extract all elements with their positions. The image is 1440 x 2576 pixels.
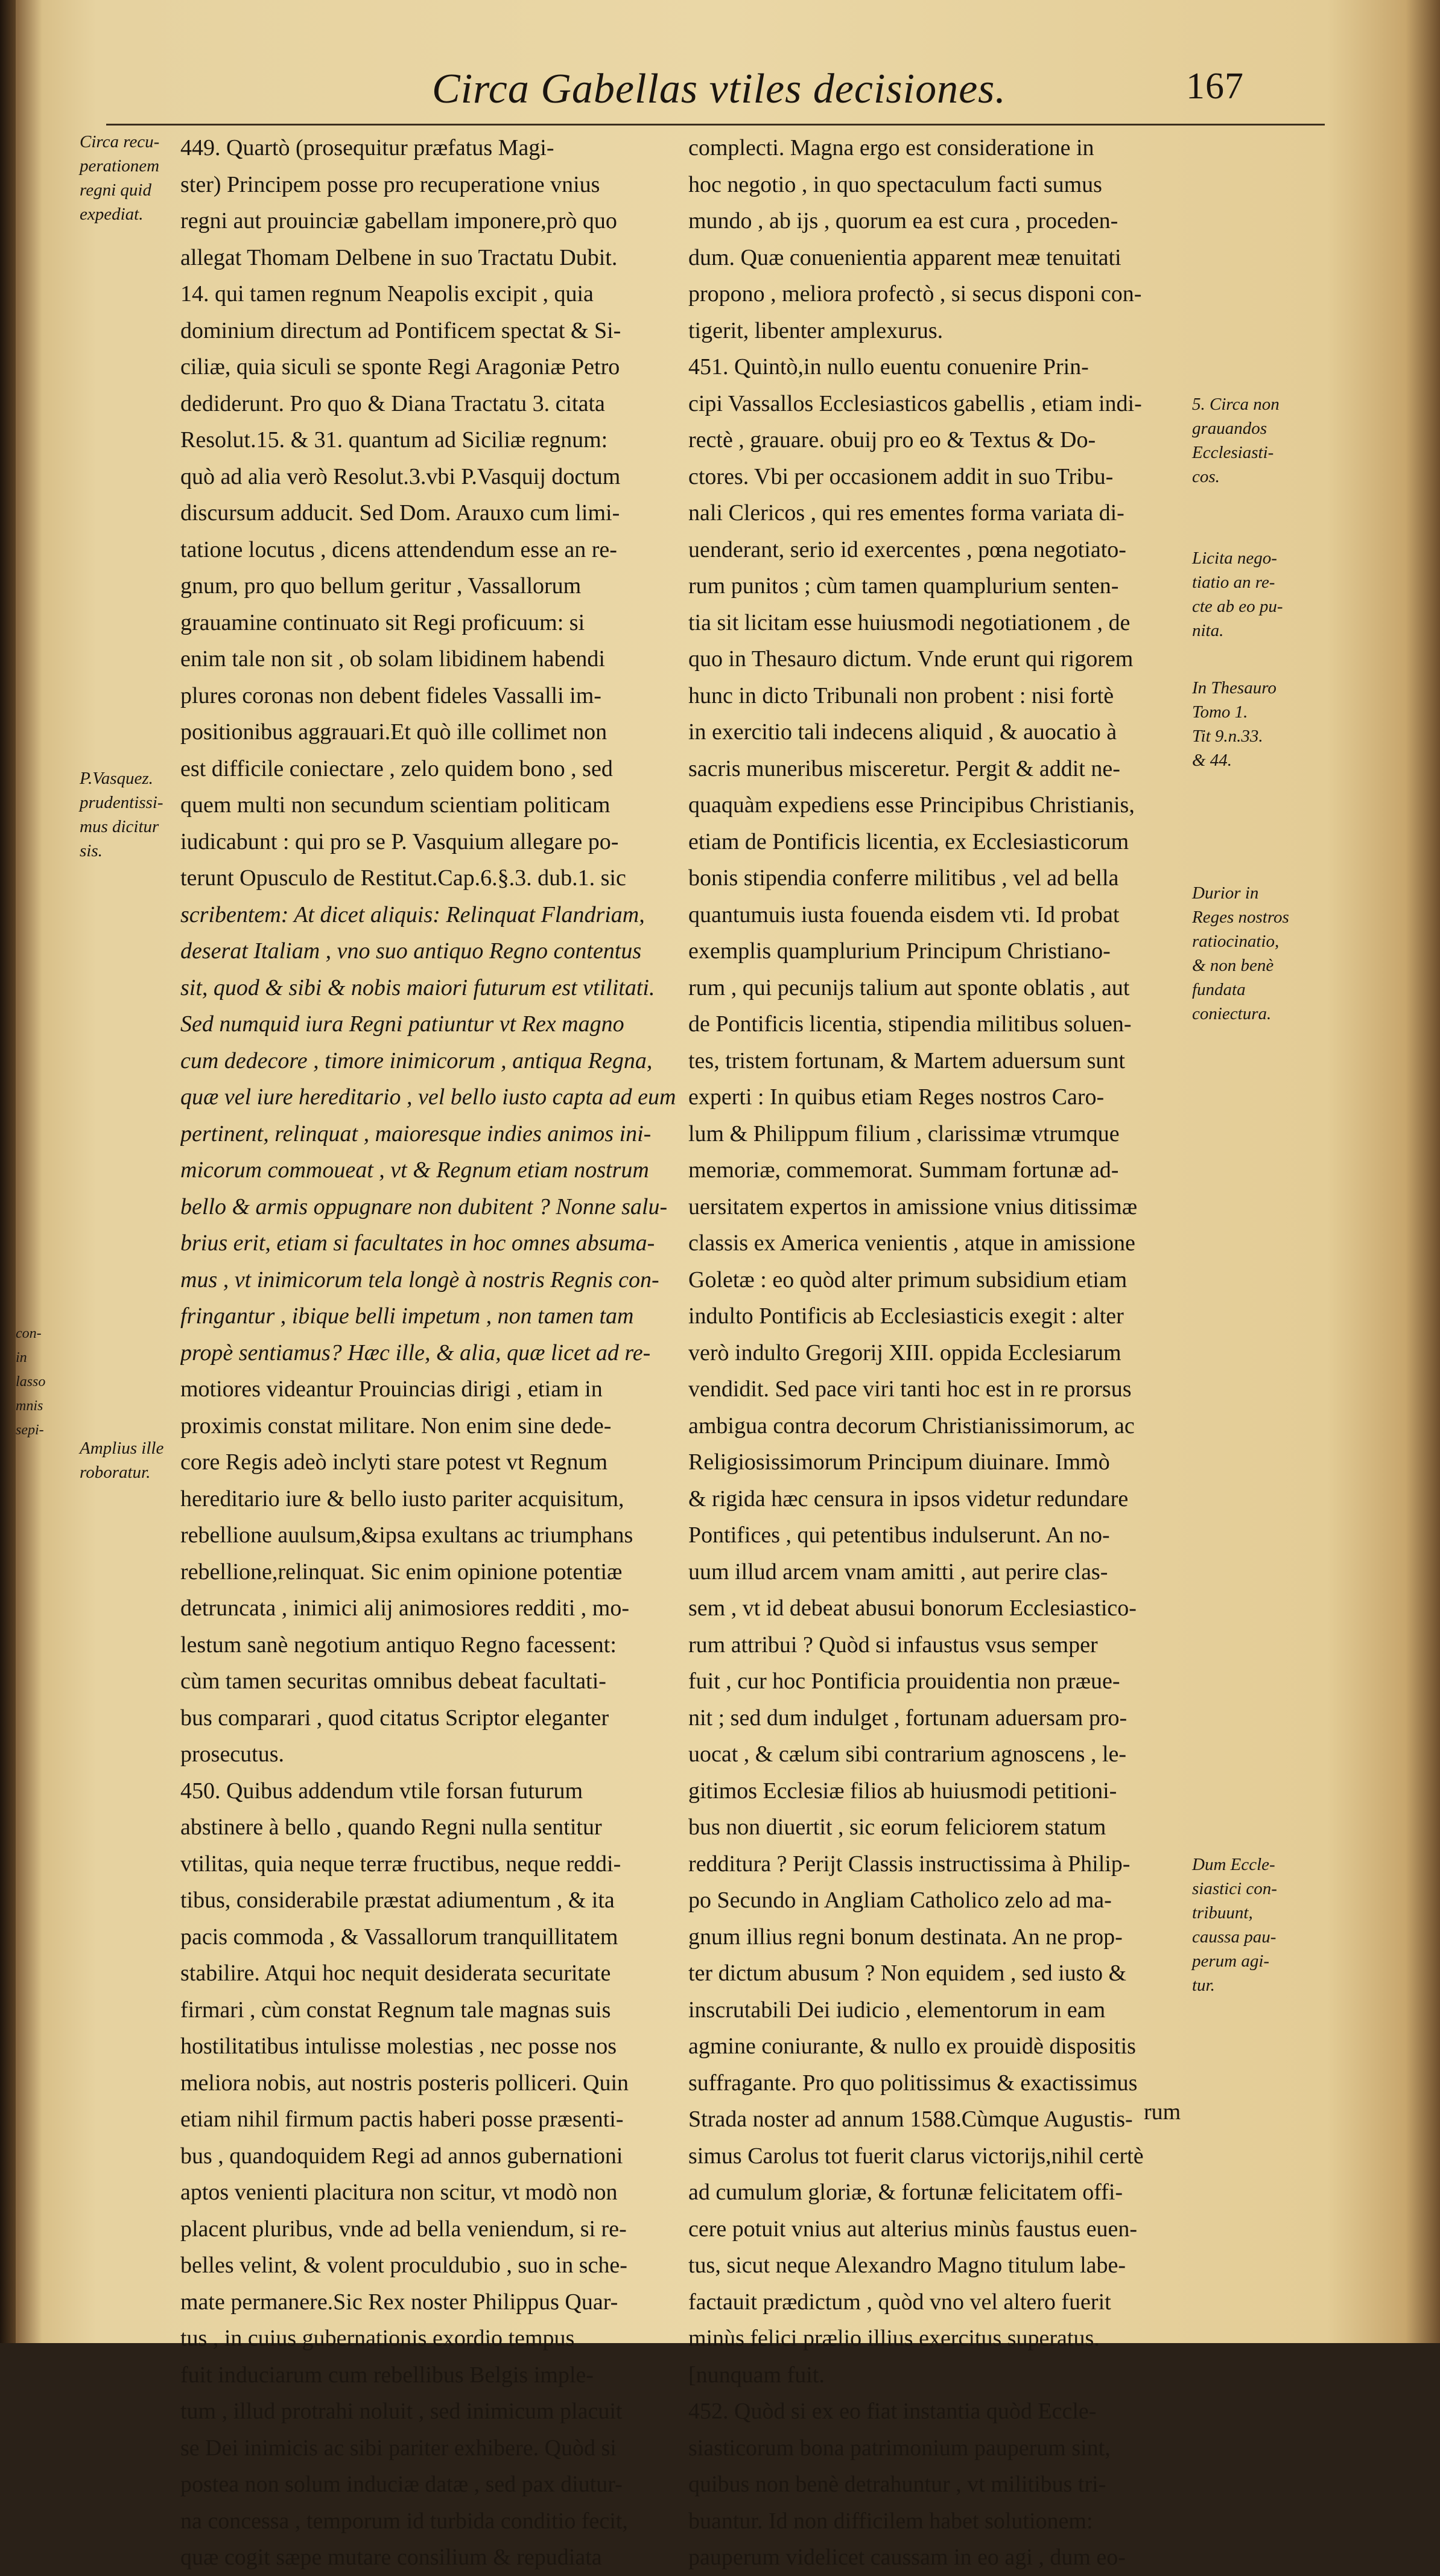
text-line: etiam nihil firmum pactis haberi posse præsenti- <box>180 2107 624 2132</box>
text-line: propono , meliora profectò , si secus disponi con- <box>688 281 1142 307</box>
text-line: po Secundo in Angliam Catholico zelo ad ma- <box>688 1887 1112 1913</box>
text-line: sit, quod & sibi & nobis maiori futurum est vtilitati. <box>180 975 655 1000</box>
text-line: na concessa , temporum id turbida conditio fecit, <box>180 2508 628 2534</box>
text-line: quem multi non secundum scientiam politicam <box>180 792 611 818</box>
text-line: siasticorum bona patrimonium pauperum sint, <box>688 2435 1111 2461</box>
margin-note-line: sepi- <box>16 1422 44 1438</box>
text-line: motiores videantur Prouincias dirigi , etiam in <box>180 1376 603 1402</box>
text-line: quantumuis iusta fouenda eisdem vti. Id probat <box>688 902 1120 927</box>
margin-note-line: prudentissi- <box>80 793 163 812</box>
text-line: gitimos Ecclesiæ filios ab huiusmodi petitioni- <box>688 1778 1117 1804</box>
text-line: tus, sicut neque Alexandro Magno titulum labe- <box>688 2253 1126 2278</box>
margin-note-line: tribuunt, <box>1192 1903 1253 1922</box>
margin-note-line: ratiocinatio, <box>1192 932 1280 951</box>
text-line: quæ cogit sæpe mutare consilium & repudiata <box>180 2545 602 2570</box>
margin-note-line: in <box>16 1350 27 1366</box>
text-line: pacis commoda , & Vassallorum tranquillitatem <box>180 1924 618 1950</box>
margin-note-line: cos. <box>1192 467 1220 486</box>
text-line: allegat Thomam Delbene in suo Tractatu Dubit. <box>180 244 618 270</box>
margin-note-line: Circa recu- <box>80 132 160 151</box>
margin-note-line: 5. Circa non <box>1192 395 1280 414</box>
margin-note-left-3 <box>80 1436 176 1484</box>
margin-note-line: sis. <box>80 841 103 860</box>
text-line: uum illud arcem vnam amitti , aut perire clas- <box>688 1559 1108 1585</box>
text-line: etiam de Pontificis licentia, ex Ecclesiasticorum <box>688 828 1129 854</box>
text-line: discursum adducit. Sed Dom. Arauxo cum limi- <box>180 500 620 526</box>
text-line: inscrutabili Dei iudicio , elementorum in eam <box>688 1997 1106 2023</box>
text-line: quo in Thesauro dictum. Vnde erunt qui rigorem <box>688 646 1134 672</box>
text-line: cùm tamen securitas omnibus debeat facultati- <box>180 1668 606 1694</box>
margin-note-line: tur. <box>1192 1976 1215 1995</box>
text-line: 14. qui tamen regnum Neapolis excipit , quia <box>180 281 594 307</box>
margin-note-line: mnis <box>16 1398 43 1414</box>
text-line: se Dei inimicis ac sibi pariter exhibere. Quòd si <box>180 2435 617 2461</box>
margin-note-line: P.Vasquez. <box>80 769 153 788</box>
margin-note-line: perum agi- <box>1192 1951 1270 1971</box>
text-line: in exercitio tali indecens aliquid , & auocatio à <box>688 719 1117 745</box>
margin-note-line: Durior in <box>1192 883 1259 903</box>
margin-note-line: mus dicitur <box>80 817 159 836</box>
text-line: lestum sanè negotium antiquo Regno facessent: <box>180 1632 617 1658</box>
margin-note-line: siastici con- <box>1192 1879 1277 1898</box>
text-line: tibus, considerabile præstat adiumentum , & ita <box>180 1887 615 1913</box>
catchword: rum <box>1144 2099 1181 2125</box>
text-line: [nunquam fuit. <box>688 2362 825 2388</box>
text-line: bus comparari , quod citatus Scriptor eleganter <box>180 1705 609 1731</box>
text-line: fuit , cur hoc Pontificia prouidentia non præue- <box>688 1668 1120 1694</box>
text-line: stabilire. Atqui hoc nequit desiderata securitate <box>180 1961 611 1986</box>
text-line: nali Clericos , qui res ementes forma variata di- <box>688 500 1124 526</box>
text-line: indulto Pontificis ab Ecclesiasticis exegit : alter <box>688 1303 1124 1329</box>
text-line: gnum, pro quo bellum geritur , Vassallorum <box>180 573 582 599</box>
text-line: mus , vt inimicorum tela longè à nostris Regnis con- <box>180 1267 659 1293</box>
text-line: scribentem: At dicet aliquis: Relinquat Flandriam, <box>180 902 645 927</box>
margin-note-line: tiatio an re- <box>1192 573 1275 592</box>
text-line: classis ex America venientis , atque in amissione <box>688 1230 1135 1256</box>
text-line: mundo , ab ijs , quorum ea est cura , proceden- <box>688 208 1118 234</box>
text-line: exemplis quamplurium Principum Christiano- <box>688 938 1111 964</box>
text-line: fringantur , ibique belli impetum , non tamen tam <box>180 1303 634 1329</box>
text-line: tum , illud protrahi noluit , sed inimicum placuit <box>180 2399 623 2424</box>
text-line: rebellione auulsum,&ipsa exultans ac triumphans <box>180 1522 633 1548</box>
text-line: experti : In quibus etiam Reges nostros Caro- <box>688 1084 1105 1110</box>
margin-note-line: Tit 9.n.33. <box>1192 727 1263 746</box>
text-line: 449. Quartò (prosequitur præfatus Magi- <box>180 135 554 161</box>
book-page <box>16 0 1440 2570</box>
text-line: hereditario iure & bello iusto pariter acquisitum, <box>180 1486 624 1512</box>
text-line: Resolut.15. & 31. quantum ad Siciliæ regnum: <box>180 427 608 453</box>
text-line: enim tale non sit , ob solam libidinem habendi <box>180 646 605 672</box>
text-line: propè sentiamus? Hæc ille, & alia, quæ licet ad re- <box>180 1340 651 1366</box>
text-line: uenderant, serio id exercentes , pœna negotiato- <box>688 536 1126 562</box>
text-line: Sed numquid iura Regni patiuntur vt Rex magno <box>180 1011 624 1037</box>
margin-note-right-3 <box>1192 676 1337 772</box>
text-line: deserat Italiam , vno suo antiquo Regno contentus <box>180 938 642 964</box>
margin-note-line: nita. <box>1192 621 1224 640</box>
text-line: quæ vel iure hereditario , vel bello iusto capta ad eum <box>180 1084 676 1110</box>
text-line: dum. Quæ conuenientia apparent meæ tenuitati <box>688 244 1121 270</box>
text-line: verò indulto Gregorij XIII. oppida Ecclesiarum <box>688 1340 1121 1366</box>
text-line: vendidit. Sed pace viri tanti hoc est in re prorsus <box>688 1376 1132 1402</box>
text-line: meliora nobis, aut nostris posteris polliceri. Quin <box>180 2070 629 2096</box>
text-line: cere potuit vnius aut alterius minùs faustus euen- <box>688 2216 1137 2242</box>
text-line: bus non diuertit , sic eorum feliciorem statum <box>688 1814 1106 1840</box>
margin-note-line: lasso <box>16 1374 46 1390</box>
text-line: pauperum videlicet caussam in eo agi , dum eo- <box>688 2545 1126 2570</box>
text-line: tatione locutus , dicens attendendum esse an re- <box>180 536 617 562</box>
left-page-edge <box>0 0 16 2343</box>
text-line: regni aut prouinciæ gabellam imponere,prò quo <box>180 208 617 234</box>
margin-note-line: coniectura. <box>1192 1004 1272 1023</box>
text-line: firmari , cùm constat Regnum tale magnas suis <box>180 1997 611 2023</box>
text-line: Pontifices , qui petentibus indulserunt. An no- <box>688 1522 1110 1548</box>
text-line: plures coronas non debent fideles Vassalli im- <box>180 682 601 708</box>
text-line: aptos venienti placitura non scitur, vt modò non <box>180 2180 618 2205</box>
margin-note-left-2 <box>80 766 176 863</box>
text-line: positionibus aggrauari.Et quò ille collimet non <box>180 719 607 745</box>
running-head <box>378 65 1403 119</box>
text-line: agmine coniurante, & nullo ex prouidè dispositis <box>688 2034 1136 2059</box>
text-line: tus , in cuius gubernationis exordio tempus <box>180 2326 575 2351</box>
text-line: minùs felici prælio illius exercitus superatus. <box>688 2326 1100 2351</box>
text-line: dominium directum ad Pontificem spectat & Si- <box>180 317 621 343</box>
text-line: buantur. Id non difficilem habet solutionem: <box>688 2508 1093 2534</box>
margin-note-line: Tomo 1. <box>1192 702 1248 722</box>
text-line: iudicabunt : qui pro se P. Vasquium allegare po- <box>180 828 619 854</box>
margin-note-line: Amplius ille <box>80 1439 164 1458</box>
text-line: uersitatem expertos in amissione vnius ditissimæ <box>688 1194 1138 1220</box>
text-line: factauit prædictum , quòd vno vel altero fuerit <box>688 2289 1111 2315</box>
text-line: prosecutus. <box>180 1741 285 1767</box>
margin-note-right-4 <box>1192 881 1337 1026</box>
margin-note-line: grauandos <box>1192 419 1267 438</box>
text-line: Strada noster ad annum 1588.Cùmque Augustis- <box>688 2107 1133 2132</box>
text-line: bello & armis oppugnare non dubitent ? Nonne salu- <box>180 1194 668 1220</box>
text-line: sem , vt id debeat abusui bonorum Ecclesiastico- <box>688 1595 1137 1621</box>
right-text-column <box>688 130 1207 2576</box>
text-line: lum & Philippum filium , clarissimæ vtrumque <box>688 1121 1120 1146</box>
text-line: ter dictum abusum ? Non equidem , sed iusto & <box>688 1961 1127 1986</box>
running-title: Circa Gabellas vtiles decisiones. <box>432 66 1006 112</box>
margin-note-line: Reges nostros <box>1192 908 1289 927</box>
text-line: micorum commoueat , vt & Regnum etiam nostrum <box>180 1157 649 1183</box>
text-line: quò ad alia verò Resolut.3.vbi P.Vasquij doctum <box>180 463 621 489</box>
text-line: rum , qui pecunijs talium aut sponte oblatis , aut <box>688 975 1130 1000</box>
text-line: rum punitos ; cùm tamen quamplurium senten- <box>688 573 1119 599</box>
margin-note-line: caussa pau- <box>1192 1927 1277 1947</box>
text-line: bonis stipendia conferre militibus , vel ad bella <box>688 865 1119 891</box>
text-line: hoc negotio , in quo spectaculum facti sumus <box>688 171 1102 197</box>
text-line: core Regis adeò inclyti stare potest vt Regnum <box>180 1449 608 1475</box>
text-line: tes, tristem fortunam, & Martem aduersum sunt <box>688 1048 1125 1073</box>
text-line: rebellione,relinquat. Sic enim opinione potentiæ <box>180 1559 623 1585</box>
text-line: pertinent, relinquat , maioresque indies animos ini- <box>180 1121 652 1146</box>
margin-note-line: Licita nego- <box>1192 549 1277 568</box>
text-line: ster) Principem posse pro recuperatione vnius <box>180 171 600 197</box>
text-line: tia sit licitam esse huiusmodi negotiationem , de <box>688 609 1131 635</box>
text-line: de Pontificis licentia, stipendia militibus soluen- <box>688 1011 1132 1037</box>
text-line: rum attribui ? Quòd si infaustus vsus semper <box>688 1632 1098 1658</box>
text-line: rectè , grauare. obuij pro eo & Textus & Do- <box>688 427 1096 453</box>
text-line: proximis constat militare. Non enim sine dede- <box>180 1413 612 1439</box>
text-line: detruncata , inimici alij animosiores redditi , mo- <box>180 1595 629 1621</box>
text-line: memoriæ, commemorat. Summam fortunæ ad- <box>688 1157 1119 1183</box>
margin-note-left-1 <box>80 130 176 226</box>
margin-note-line: Dum Eccle- <box>1192 1855 1275 1874</box>
margin-note-line: & 44. <box>1192 751 1232 770</box>
margin-note-line: In Thesauro <box>1192 678 1277 698</box>
text-line: ambigua contra decorum Christianissimorum, ac <box>688 1413 1135 1439</box>
text-line: est difficile coniectare , zelo quidem bono , sed <box>180 755 613 781</box>
text-line: dediderunt. Pro quo & Diana Tractatu 3. citata <box>180 390 605 416</box>
text-line: hostilitatibus intulisse molestias , nec posse nos <box>180 2034 617 2059</box>
far-left-fragments <box>16 1321 46 1442</box>
text-line: gnum illius regni bonum destinata. An ne prop- <box>688 1924 1123 1950</box>
text-line: Goletæ : eo quòd alter primum subsidium etiam <box>688 1267 1128 1293</box>
margin-note-right-1 <box>1192 392 1337 489</box>
text-line: & rigida hæc censura in ipsos videtur redundare <box>688 1486 1129 1512</box>
margin-note-right-5 <box>1192 1852 1337 1997</box>
left-text-column <box>180 130 723 2576</box>
text-line: 451. Quintò,in nullo euentu conuenire Prin- <box>688 354 1089 380</box>
text-line: Religiosissimorum Principum diuinare. Immò <box>688 1449 1110 1475</box>
text-line: mate permanere.Sic Rex noster Philippus Quar- <box>180 2289 618 2315</box>
text-line: nit ; sed dum indulget , fortunam aduersam pro- <box>688 1705 1128 1731</box>
text-line: tigerit, libenter amplexurus. <box>688 317 944 343</box>
text-line: sacris muneribus misceretur. Pergit & addit ne- <box>688 755 1120 781</box>
margin-note-line: Ecclesiasti- <box>1192 443 1274 462</box>
text-line: quaquàm expediens esse Principibus Christianis, <box>688 792 1135 818</box>
text-line: placent pluribus, vnde ad bella veniendum, si re- <box>180 2216 627 2242</box>
text-line: bus , quandoquidem Regi ad annos gubernationi <box>180 2143 623 2169</box>
text-line: suffragante. Pro quo politissimus & exactissimus <box>688 2070 1138 2096</box>
margin-note-line: cte ab eo pu- <box>1192 597 1283 616</box>
text-line: ciliæ, quia siculi se sponte Regi Aragoniæ Petro <box>180 354 620 380</box>
text-line: abstinere à bello , quando Regni nulla sentitur <box>180 1814 602 1840</box>
text-line: fuit induciarum cum rebellibus Belgis imple- <box>180 2362 594 2388</box>
margin-note-right-2 <box>1192 546 1337 643</box>
margin-note-line: roboratur. <box>80 1463 151 1482</box>
text-line: 450. Quibus addendum vtile forsan futurum <box>180 1778 583 1804</box>
text-line: hunc in dicto Tribunali non probent : nisi fortè <box>688 682 1114 708</box>
text-line: ad cumulum gloriæ, & fortunæ felicitatem offi- <box>688 2180 1123 2205</box>
text-line: brius erit, etiam si facultates in hoc omnes absuma- <box>180 1230 655 1256</box>
text-line: 452. Quòd si ex eo fiat instantia quòd Eccle- <box>688 2399 1097 2424</box>
text-line: cum dedecore , timore inimicorum , antiqua Regna, <box>180 1048 653 1073</box>
text-line: ctores. Vbi per occasionem addit in suo Tribu- <box>688 463 1114 489</box>
margin-note-line: & non benè <box>1192 956 1274 975</box>
margin-note-line: fundata <box>1192 980 1246 999</box>
text-line: postea non solum induciæ datæ , sed pax diutur- <box>180 2472 623 2497</box>
margin-note-line: regni quid <box>80 180 151 200</box>
text-line: complecti. Magna ergo est consideratione in <box>688 135 1094 161</box>
text-line: vtilitas, quia neque terræ fructibus, neque reddi- <box>180 1851 621 1877</box>
text-line: redditura ? Perijt Classis instructissima à Philip- <box>688 1851 1131 1877</box>
text-line: cipi Vassallos Ecclesiasticos gabellis , etiam indi- <box>688 390 1142 416</box>
margin-note-line: con- <box>16 1326 42 1341</box>
margin-note-line: perationem <box>80 156 160 176</box>
text-line: simus Carolus tot fuerit clarus victorijs,nihil certè <box>688 2143 1144 2169</box>
text-line: uocat , & cælum sibi contrarium agnoscens , le- <box>688 1741 1127 1767</box>
margin-note-line: expediat. <box>80 205 144 224</box>
header-rule <box>106 124 1325 126</box>
text-line: belles velint, & volent proculdubio , suo in sche- <box>180 2253 627 2278</box>
text-line: grauamine continuato sit Regi proficuum: si <box>180 609 585 635</box>
page-number: 167 <box>1186 66 1244 107</box>
text-line: terunt Opusculo de Restitut.Cap.6.§.3. dub.1. sic <box>180 865 626 891</box>
text-line: quibus non benè detrahuntur , vt militibus tri- <box>688 2472 1106 2497</box>
